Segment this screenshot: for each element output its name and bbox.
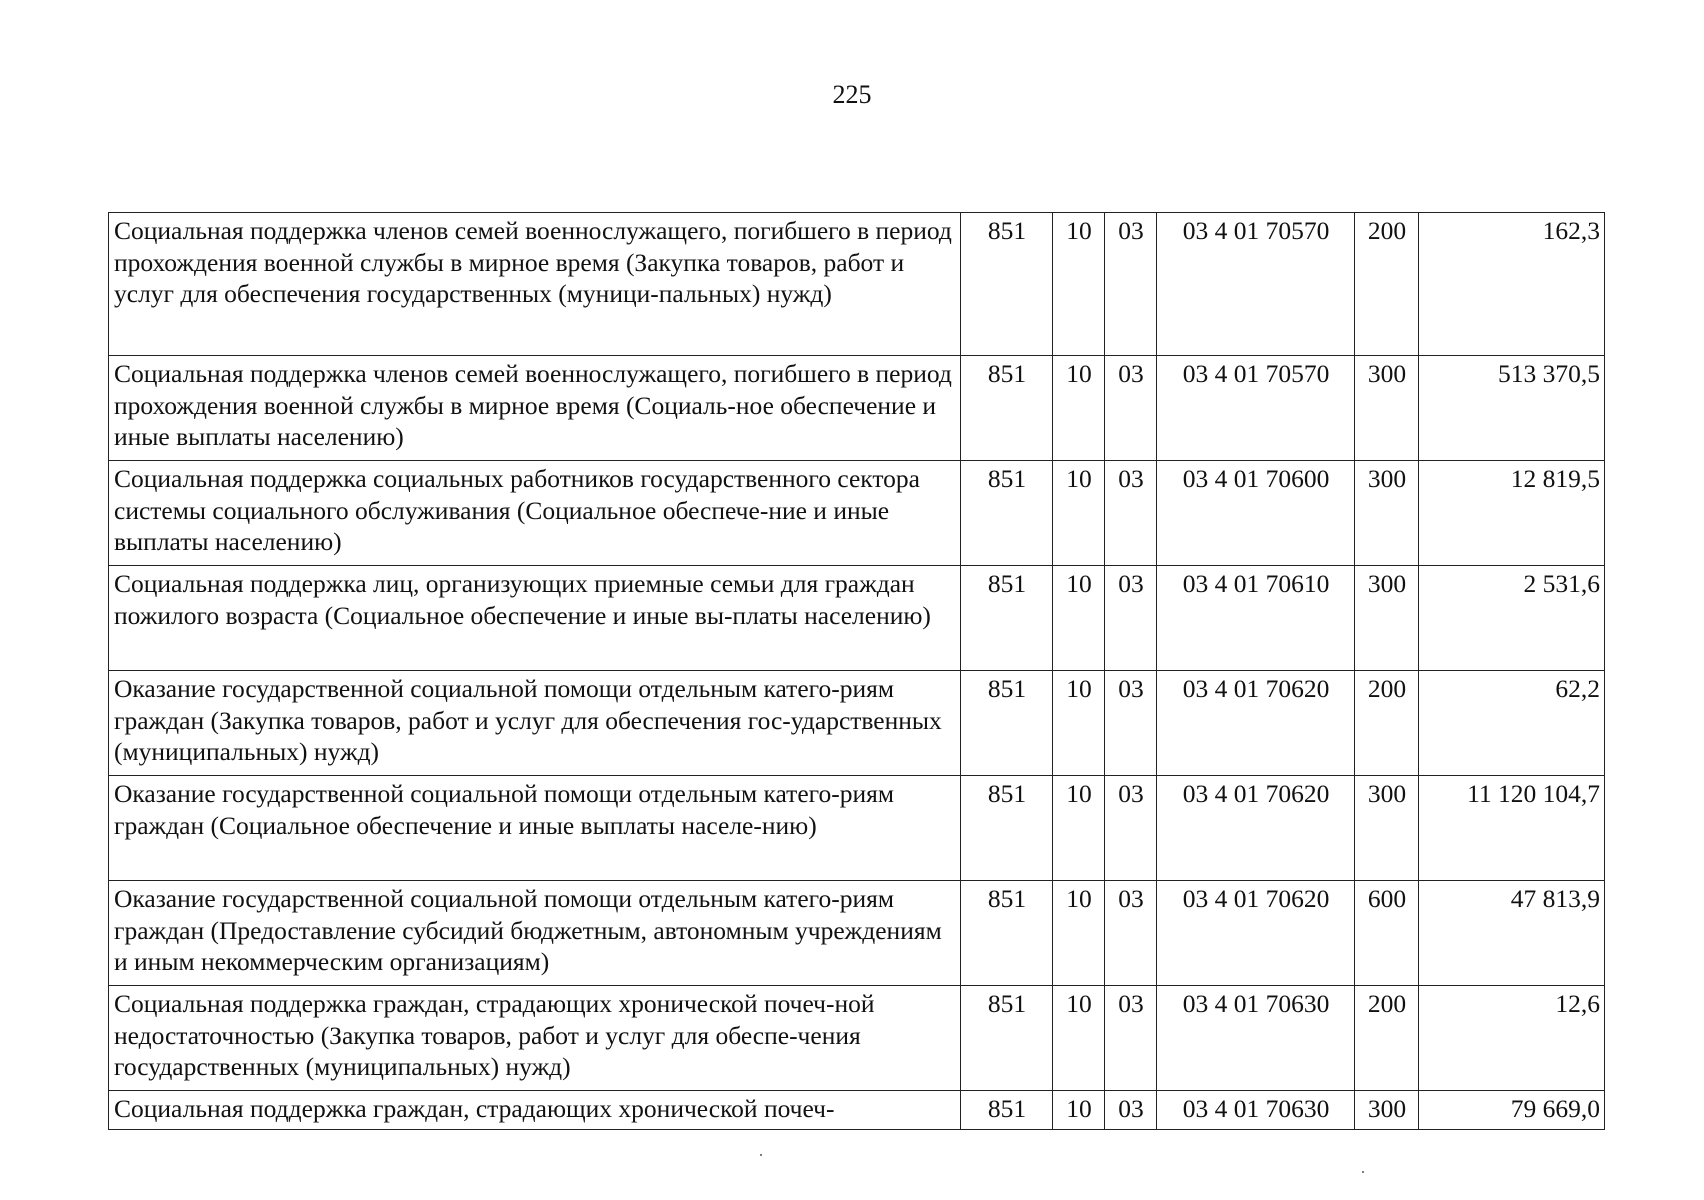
ministry-code: 851	[961, 213, 1053, 356]
table-row	[109, 776, 1605, 881]
expense-type-code: 300	[1355, 566, 1419, 671]
amount-value: 2 531,6	[1419, 566, 1605, 671]
expense-type-code: 300	[1355, 461, 1419, 566]
row-description: Социальная поддержка членов семей военнослужащего, погибшего в период прохождения военной службы в мирное время (Закупка товаров, работ и услуг для обеспечения государственных (муници-пальных) нужд)	[109, 213, 961, 356]
target-article-code: 03 4 01 70630	[1157, 986, 1355, 1091]
row-description: Оказание государственной социальной помощи отдельным катего-риям граждан (Социальное обеспечение и иные выплаты населе-нию)	[109, 776, 961, 881]
row-description: Социальная поддержка граждан, страдающих хронической почеч-	[109, 1091, 961, 1130]
target-article-code: 03 4 01 70600	[1157, 461, 1355, 566]
section-code: 10	[1053, 986, 1105, 1091]
section-code: 10	[1053, 776, 1105, 881]
target-article-code: 03 4 01 70620	[1157, 881, 1355, 986]
table-row	[109, 566, 1605, 671]
expense-type-code: 300	[1355, 356, 1419, 461]
table-row	[109, 461, 1605, 566]
ministry-code: 851	[961, 881, 1053, 986]
target-article-code: 03 4 01 70570	[1157, 356, 1355, 461]
section-code: 10	[1053, 671, 1105, 776]
row-description: Оказание государственной социальной помощи отдельным катего-риям граждан (Закупка товаров, работ и услуг для обеспечения гос-ударственных (муниципальных) нужд)	[109, 671, 961, 776]
expense-type-code: 200	[1355, 671, 1419, 776]
ministry-code: 851	[961, 356, 1053, 461]
subsection-code: 03	[1105, 881, 1157, 986]
row-description: Социальная поддержка лиц, организующих приемные семьи для граждан пожилого возраста (Социальное обеспечение и иные вы-платы населению)	[109, 566, 961, 671]
subsection-code: 03	[1105, 356, 1157, 461]
amount-value: 162,3	[1419, 213, 1605, 356]
subsection-code: 03	[1105, 1091, 1157, 1130]
budget-table	[108, 212, 1605, 1130]
table-row	[109, 986, 1605, 1091]
table-row	[109, 671, 1605, 776]
section-code: 10	[1053, 356, 1105, 461]
ministry-code: 851	[961, 461, 1053, 566]
expense-type-code: 300	[1355, 776, 1419, 881]
subsection-code: 03	[1105, 566, 1157, 671]
expense-type-code: 600	[1355, 881, 1419, 986]
ministry-code: 851	[961, 986, 1053, 1091]
section-code: 10	[1053, 461, 1105, 566]
target-article-code: 03 4 01 70620	[1157, 776, 1355, 881]
table-row	[109, 356, 1605, 461]
subsection-code: 03	[1105, 776, 1157, 881]
ministry-code: 851	[961, 1091, 1053, 1130]
scan-speck	[1362, 1171, 1364, 1173]
expense-type-code: 200	[1355, 986, 1419, 1091]
ministry-code: 851	[961, 776, 1053, 881]
target-article-code: 03 4 01 70620	[1157, 671, 1355, 776]
section-code: 10	[1053, 213, 1105, 356]
page-number: 225	[832, 80, 872, 109]
target-article-code: 03 4 01 70610	[1157, 566, 1355, 671]
amount-value: 47 813,9	[1419, 881, 1605, 986]
row-description: Оказание государственной социальной помощи отдельным катего-риям граждан (Предоставление субсидий бюджетным, автономным учреждениям и иным некоммерческим организациям)	[109, 881, 961, 986]
amount-value: 11 120 104,7	[1419, 776, 1605, 881]
amount-value: 513 370,5	[1419, 356, 1605, 461]
expense-type-code: 200	[1355, 213, 1419, 356]
ministry-code: 851	[961, 566, 1053, 671]
subsection-code: 03	[1105, 461, 1157, 566]
row-description: Социальная поддержка членов семей военнослужащего, погибшего в период прохождения военной службы в мирное время (Социаль-ное обеспечение и иные выплаты населению)	[109, 356, 961, 461]
target-article-code: 03 4 01 70630	[1157, 1091, 1355, 1130]
expense-type-code: 300	[1355, 1091, 1419, 1130]
section-code: 10	[1053, 881, 1105, 986]
scan-speck	[760, 1154, 762, 1156]
subsection-code: 03	[1105, 213, 1157, 356]
section-code: 10	[1053, 1091, 1105, 1130]
target-article-code: 03 4 01 70570	[1157, 213, 1355, 356]
row-description: Социальная поддержка социальных работников государственного сектора системы социального обслуживания (Социальное обеспече-ние и иные выплаты населению)	[109, 461, 961, 566]
ministry-code: 851	[961, 671, 1053, 776]
amount-value: 62,2	[1419, 671, 1605, 776]
subsection-code: 03	[1105, 986, 1157, 1091]
subsection-code: 03	[1105, 671, 1157, 776]
row-description: Социальная поддержка граждан, страдающих хронической почеч-ной недостаточностью (Закупка товаров, работ и услуг для обеспе-чения государственных (муниципальных) нужд)	[109, 986, 961, 1091]
table-row	[109, 1091, 1605, 1130]
table-row	[109, 213, 1605, 356]
amount-value: 12 819,5	[1419, 461, 1605, 566]
table-row	[109, 881, 1605, 986]
amount-value: 12,6	[1419, 986, 1605, 1091]
amount-value: 79 669,0	[1419, 1091, 1605, 1130]
section-code: 10	[1053, 566, 1105, 671]
